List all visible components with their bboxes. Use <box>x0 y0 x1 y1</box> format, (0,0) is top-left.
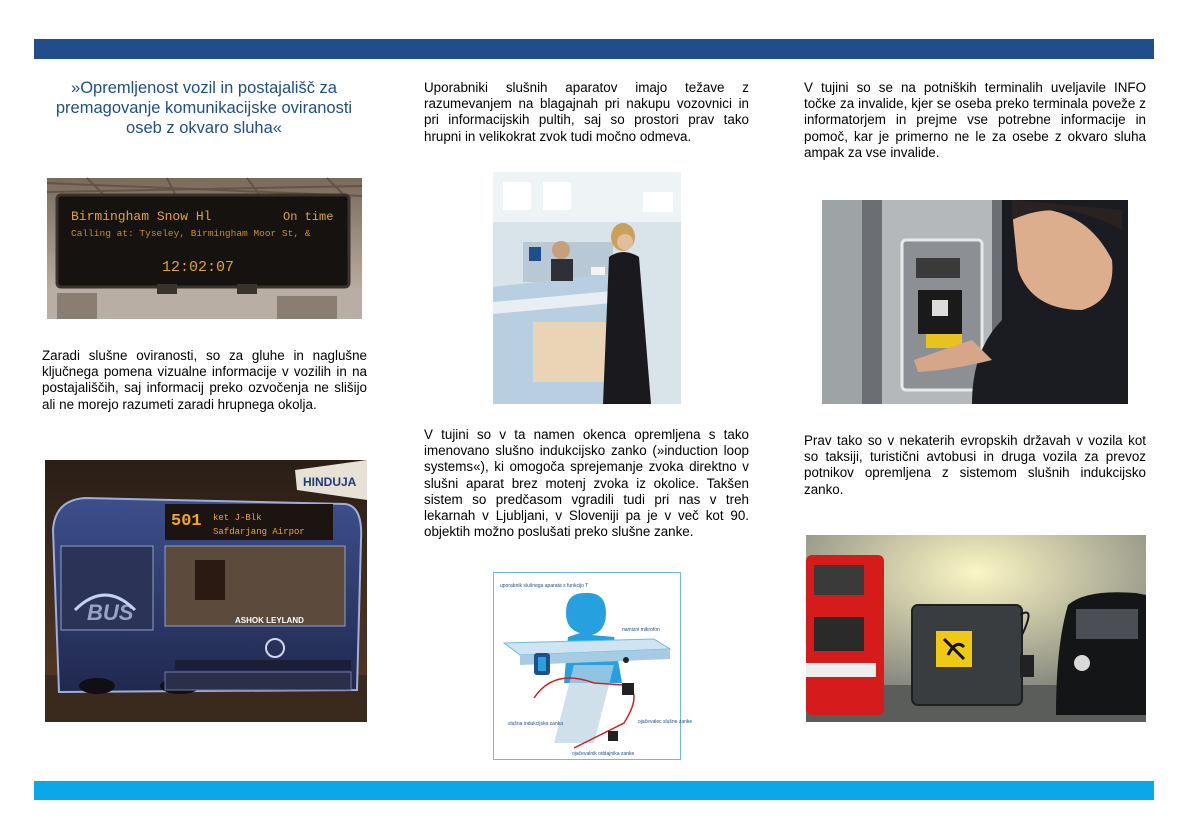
route-text-2: Safdarjang Airpor <box>213 527 305 537</box>
hinduja-sign: HINDUJA <box>303 475 357 489</box>
diagram-label-user: uporabnik slušnega aparata s funkcijo T <box>500 583 589 589</box>
bus-photo <box>45 460 367 722</box>
board-line1: Birmingham Snow Hl <box>71 209 212 224</box>
departure-board-photo <box>47 178 362 319</box>
diagram-label-amp: ojačevalec slušne zanke <box>638 719 693 725</box>
ticket-counter-photo <box>493 172 681 404</box>
diagram-label-driver: ojačevalnik oddajnika zanke <box>572 751 635 757</box>
column1-title: »Opremljenost vozil in postajališč za premagovanje komunikacijske oviranosti oseb z okvaro sluha« <box>55 79 353 137</box>
route-number: 501 <box>171 512 202 531</box>
board-status: On time <box>283 210 334 224</box>
column2-paragraph1: Uporabniki slušnih aparatov imajo težave z razumevanjem na blagajnah pri nakupu vozovnici in pri informacijskih pultih, saj so prostori prav tako hrupni in velikokrat zvok tudi močno odmeva. <box>424 80 749 144</box>
info-terminal-photo <box>822 200 1128 404</box>
diagram-label-loop: slušna indukcijska zanka <box>508 721 564 727</box>
bus-brand: ASHOK LEYLAND <box>235 616 304 625</box>
board-clock: 12:02:07 <box>162 259 235 276</box>
induction-loop-diagram <box>493 572 693 760</box>
column3-paragraph2: Prav tako so v nekaterih evropskih državah v vozila kot so taksiji, turistični avtobusi in druga vozila za prevoz potnikov opremljena z sistemom slušnih indukcijsko zanko. <box>804 433 1146 497</box>
column1-paragraph: Zaradi slušne oviranosti, so za gluhe in naglušne ključnega pomena vizualne informacije v vozilih in na postajališčih, saj informacij preko ozvočenja ne slišijo ali ne morejo razumeti zaradi hrupnega okolja. <box>42 348 367 412</box>
bottom-bar <box>34 781 1154 800</box>
route-text-1: ket J-Blk <box>213 513 262 523</box>
column3-paragraph1: V tujini so se na potniških terminalih uveljavile INFO točke za invalide, kjer se oseba preko terminala poveže z informatorjem in prejme vse potrebne informacije in pomoč, kar je primerno ne le za osebe z okvaro sluha ampak za vse invalide. <box>804 80 1146 160</box>
board-line2: Calling at: Tyseley, Birmingham Moor St, & <box>71 228 311 239</box>
diagram-label-mic: namizni mikrofon <box>622 627 660 633</box>
top-bar <box>34 39 1154 59</box>
column2-paragraph2: V tujini so v ta namen okenca opremljena s tako imenovano slušno indukcijsko zanko (»induction loop systems«), ki omogoča sprejemanje zvoka direktno v slušni aparat brez motenj zvoka iz okolice. Takšen sistem so predčasom vgradili tudi pri nas v treh lekarnah v Ljubljani, v Sloveniji pa je v več kot 90. objektih možno poslušati preko slušne zanke. <box>424 427 749 540</box>
vehicles-loop-photo <box>806 535 1146 722</box>
bus-side-logo: BUS <box>87 600 134 625</box>
